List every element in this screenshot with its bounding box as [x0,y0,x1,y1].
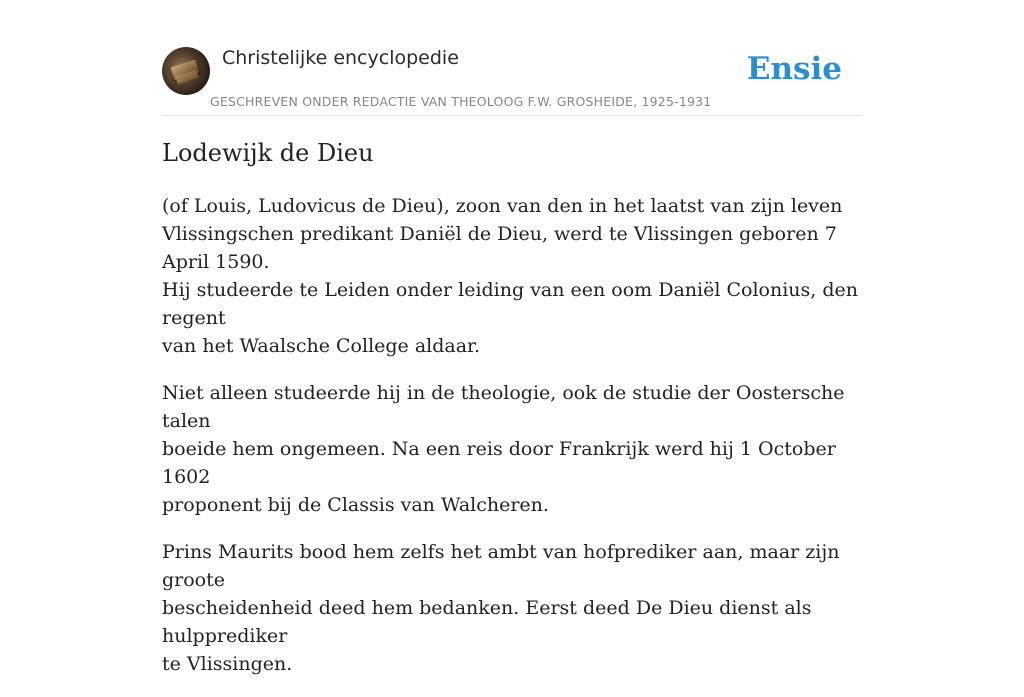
encyclopedia-books-icon[interactable] [162,47,210,95]
article-body [162,192,872,697]
site-title[interactable]: Christelijke encyclopedie [222,47,459,69]
ensie-logo[interactable]: Ensie [746,51,842,87]
article-title: Lodewijk de Dieu [162,139,374,167]
article-paragraph-3: Prins Maurits bood hem zelfs het ambt van hofprediker aan, maar zijn groote bescheidenheid deed hem bedanken. Eerst deed De Dieu dienst als hulpprediker te Vlissingen. [162,541,840,675]
site-header [162,45,862,116]
article-paragraph-1: (of Louis, Ludovicus de Dieu), zoon van den in het laatst van zijn leven Vlissingschen predikant Daniël de Dieu, werd te Vlissingen geboren 7 April 1590. Hij studeerde te Leiden onder leiding van een oom Daniël Colonius, den regent van het Waalsche College aldaar. [162,195,858,357]
site-subtitle: GESCHREVEN ONDER REDACTIE VAN THEOLOOG F.W. GROSHEIDE, 1925-1931 [210,94,712,109]
article-paragraph-2: Niet alleen studeerde hij in de theologie, ook de studie der Oostersche talen boeide hem ongemeen. Na een reis door Frankrijk werd hij 1 October 1602 proponent bij de Classis van Walcheren. [162,382,845,516]
